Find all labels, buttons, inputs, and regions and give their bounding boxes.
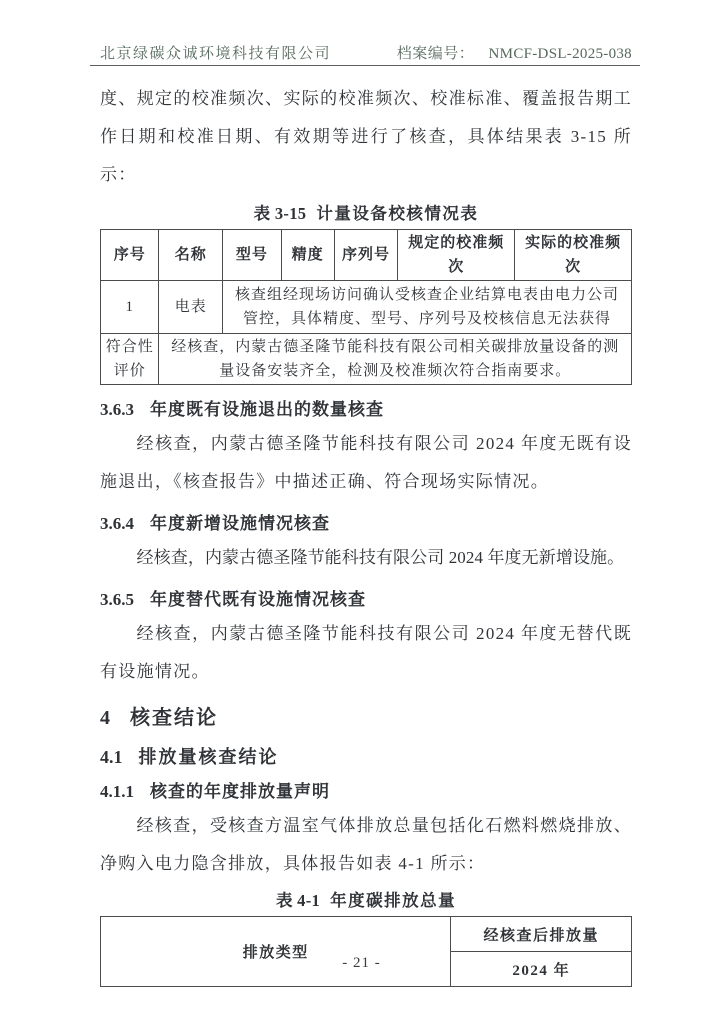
table-row-conformity <box>101 334 632 385</box>
table-4-1-title <box>100 891 632 911</box>
heading-4-1-1 <box>100 779 632 805</box>
year-cell: 2024 年 <box>451 952 632 987</box>
heading-3-6-3-title: 年度既有设施退出的数量核查 <box>150 400 384 419</box>
table-row-device <box>101 281 632 334</box>
heading-chapter-4-number: 4 <box>100 707 110 729</box>
heading-4-1-1-number: 4.1.1 <box>100 782 134 801</box>
intro-paragraph: 度、规定的校准频次、实际的校准频次、校准标准、覆盖报告期工作日期和校准日期、有效期等进行了核查，具体结果表 3-15 所示： <box>100 89 632 184</box>
conformity-detail-cell: 经核查，内蒙古德圣隆节能科技有限公司相关碳排放量设备的测量设备安装齐全，检测及校准频次符合指南要求。 <box>159 334 632 385</box>
col-header-seq: 序号 <box>101 230 159 281</box>
table-3-15-header-row <box>101 230 632 281</box>
heading-3-6-5 <box>100 587 632 613</box>
device-seq-cell: 1 <box>101 281 159 334</box>
col-header-required-freq: 规定的校准频次 <box>398 230 515 281</box>
col-header-actual-freq: 实际的校准频次 <box>515 230 632 281</box>
table-4-1-number: 表 4-1 <box>275 891 321 910</box>
header-file-group <box>397 42 632 63</box>
paragraph-3-6-3: 经核查，内蒙古德圣隆节能科技有限公司 2024 年度无既有设施退出，《核查报告》中描述正确、符合现场实际情况。 <box>100 434 632 491</box>
heading-3-6-3-number: 3.6.3 <box>100 400 134 419</box>
table-3-15-title <box>100 204 632 224</box>
table-4-1 <box>100 916 632 987</box>
heading-3-6-3 <box>100 397 632 423</box>
heading-4-1 <box>100 743 632 771</box>
col-header-precision: 精度 <box>281 230 334 281</box>
heading-4-1-1-title: 核查的年度排放量声明 <box>150 782 330 801</box>
heading-4-1-number: 4.1 <box>100 747 123 767</box>
header-file-label: 档案编号： <box>396 46 475 62</box>
heading-3-6-4-number: 3.6.4 <box>100 514 134 533</box>
device-detail-cell: 核查组经现场访问确认受核查企业结算电表由电力公司管控，具体精度、型号、序列号及校核信息无法获得 <box>223 281 632 334</box>
header-divider <box>90 65 640 66</box>
table-3-15 <box>100 229 632 385</box>
col-header-model: 型号 <box>223 230 281 281</box>
table-3-15-number: 表 3-15 <box>253 204 307 223</box>
table-4-1-row-top <box>101 917 632 952</box>
heading-chapter-4 <box>100 703 632 733</box>
header-file-number: NMCF-DSL-2025-038 <box>488 46 632 62</box>
heading-chapter-4-title: 核查结论 <box>130 707 218 729</box>
paragraph-3-6-4: 经核查，内蒙古德圣隆节能科技有限公司 2024 年度无新增设施。 <box>136 548 625 567</box>
heading-3-6-5-number: 3.6.5 <box>100 590 134 609</box>
header-company-name: 北京绿碳众诚环境科技有限公司 <box>100 46 332 62</box>
col-header-name: 名称 <box>159 230 223 281</box>
device-name-cell: 电表 <box>159 281 223 334</box>
heading-3-6-4-title: 年度新增设施情况核查 <box>150 514 330 533</box>
paragraph-4-1-1: 经核查，受核查方温室气体排放总量包括化石燃料燃烧排放、净购入电力隐含排放，具体报告如表 4-1 所示： <box>100 816 632 873</box>
heading-3-6-5-title: 年度替代既有设施情况核查 <box>150 590 366 609</box>
heading-3-6-4 <box>100 511 632 537</box>
page-number: - 21 - <box>342 955 381 971</box>
heading-4-1-title: 排放量核查结论 <box>138 747 279 767</box>
paragraph-3-6-5: 经核查，内蒙古德圣隆节能科技有限公司 2024 年度无替代既有设施情况。 <box>100 624 632 681</box>
table-3-15-caption: 计量设备校核情况表 <box>316 204 479 223</box>
page-header <box>100 42 632 60</box>
emission-type-cell: 排放类型 <box>101 917 451 987</box>
table-4-1-caption: 年度碳排放总量 <box>330 891 457 910</box>
col-header-serial: 序列号 <box>334 230 398 281</box>
conformity-label-cell: 符合性评价 <box>101 334 159 385</box>
verified-emission-cell: 经核查后排放量 <box>451 917 632 952</box>
